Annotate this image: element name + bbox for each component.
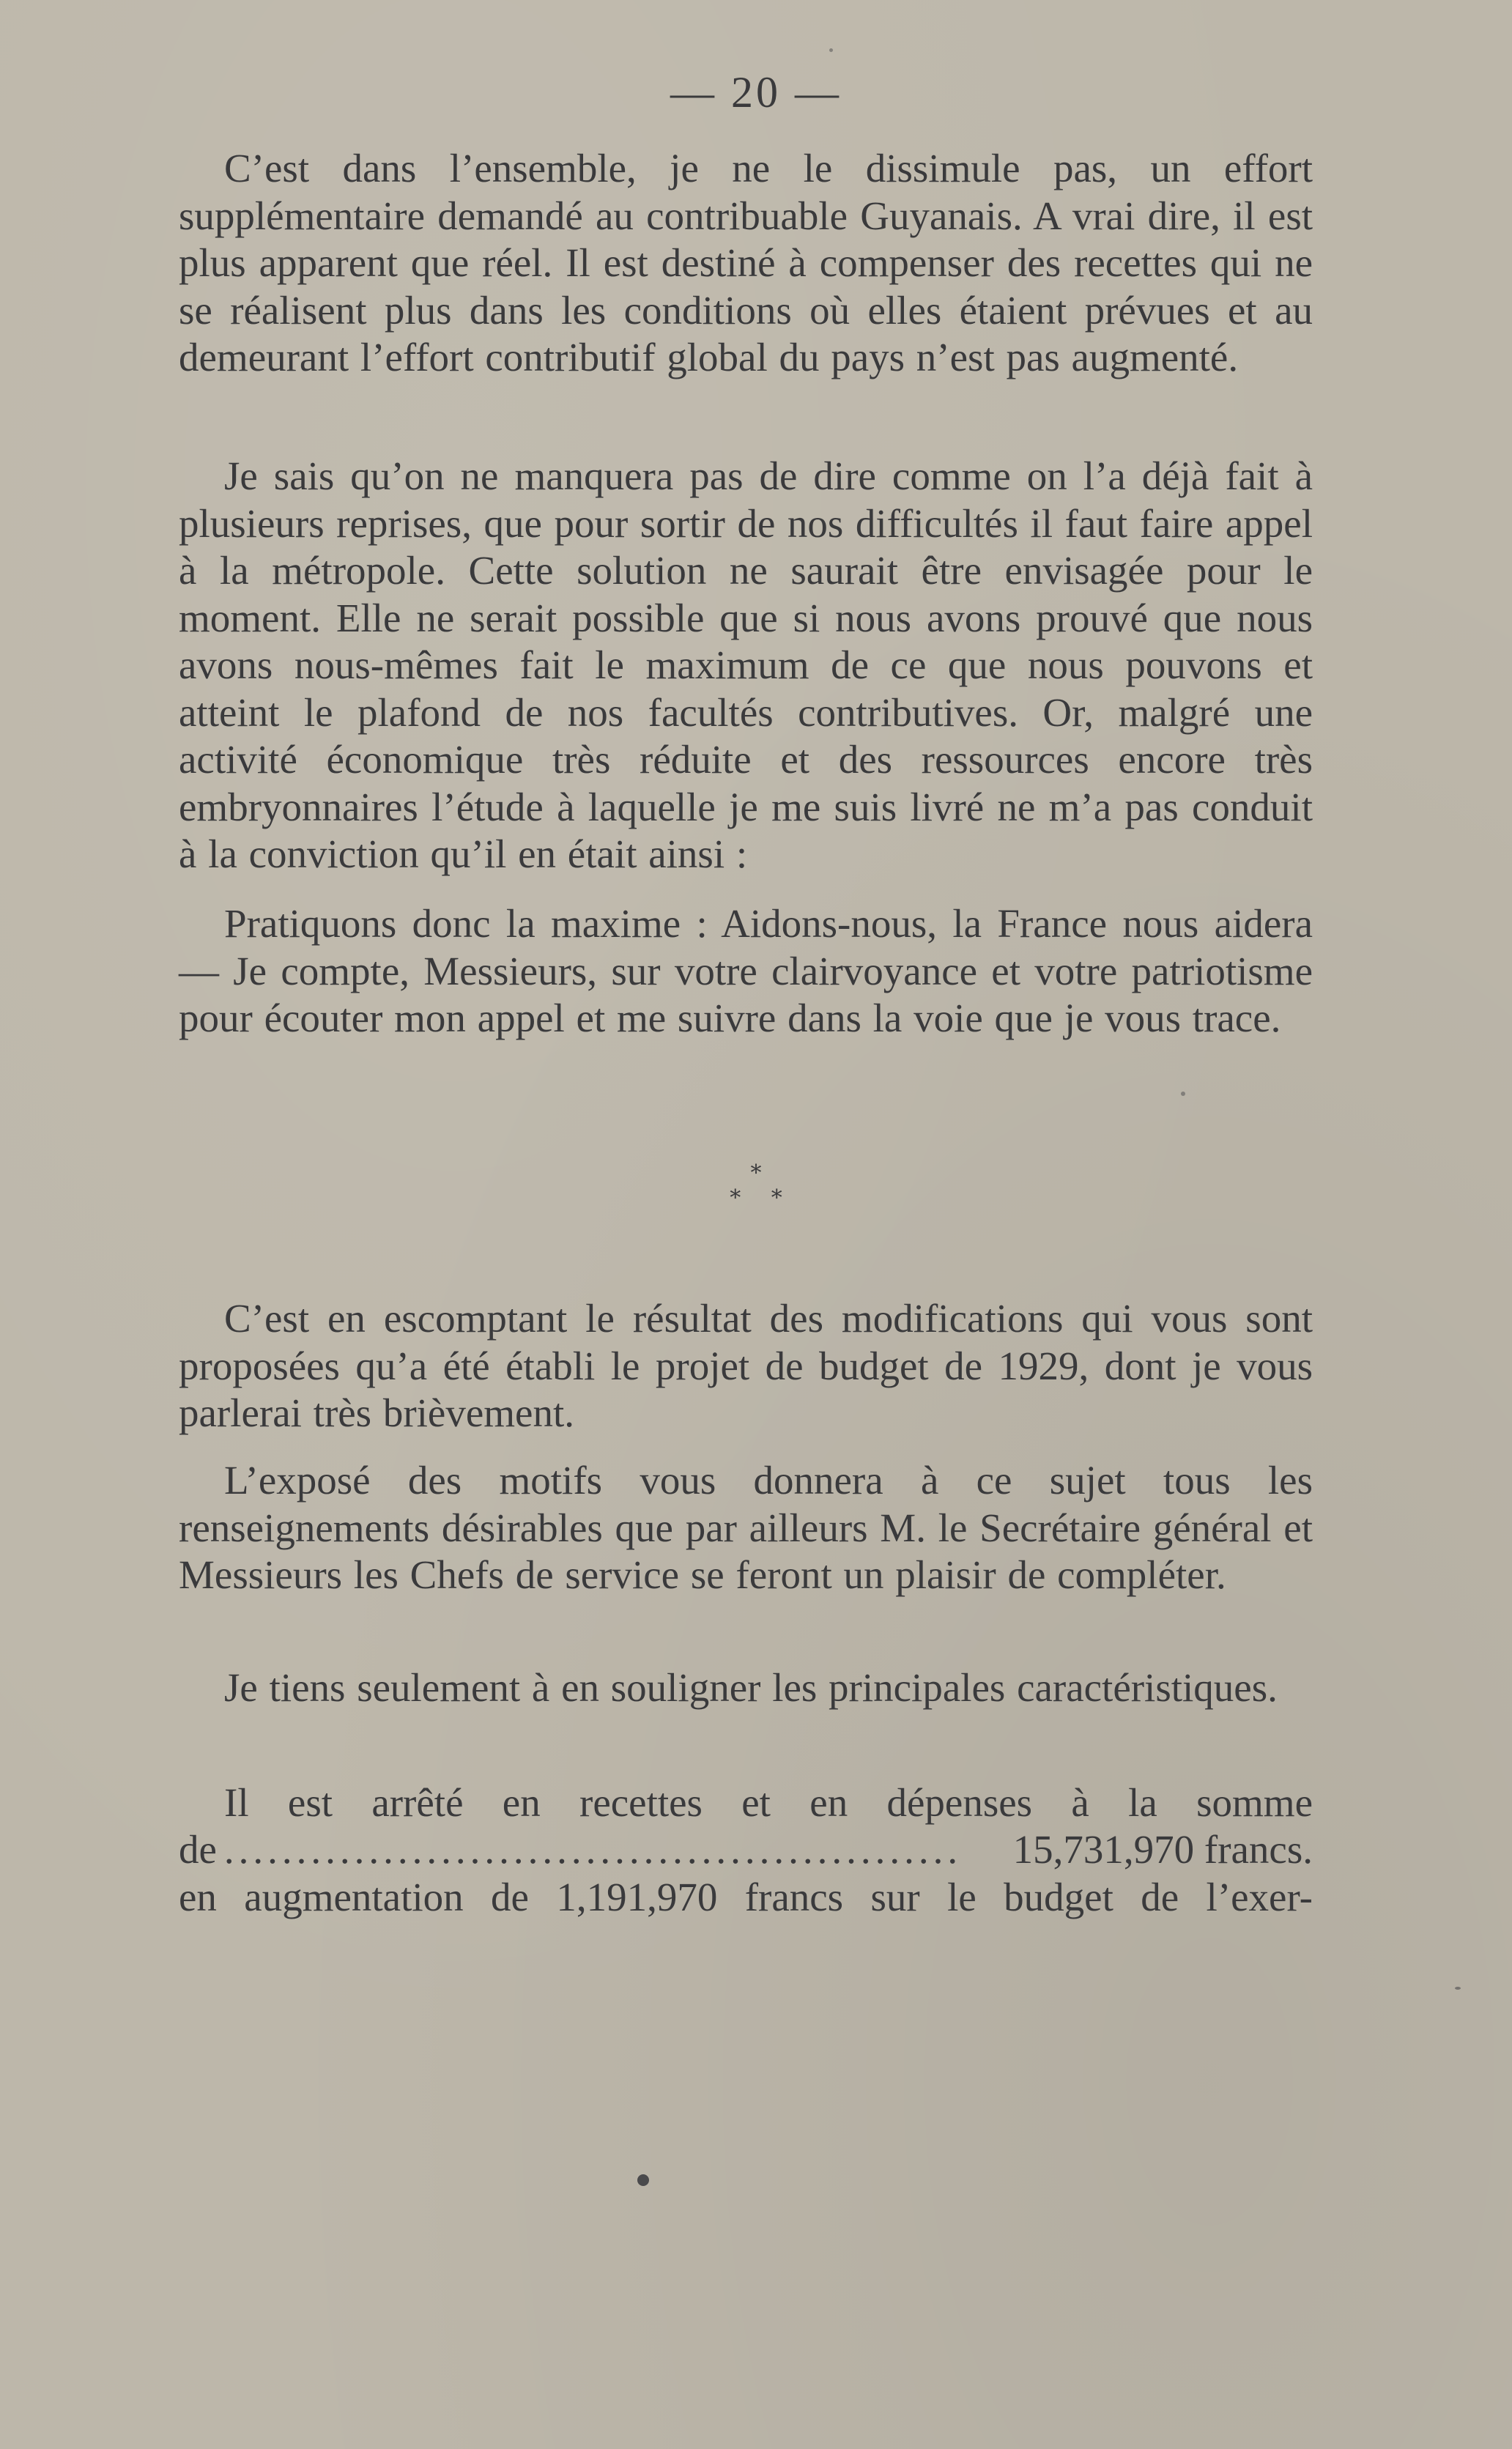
paragraph-effort: C’est dans l’ensemble, je ne le dissimule pas, un effort supplémentaire demandé au contribuable Guyanais. A vrai dire, il est plus apparent que réel. Il est destiné à compenser des recettes qui ne se réalisent plus dans les conditions où elles étaient prévues et au demeurant l’effort contributif global du pays n’est pas augmenté.: [179, 146, 1313, 379]
paragraph-projet-budget: C’est en escomptant le résultat des modifications qui vous sont proposées qu’a été établi le projet de budget de 1929, dont je vous parlerai très brièvement.: [179, 1296, 1313, 1435]
asterism-star-right: *: [771, 1185, 782, 1211]
budget-amount-line: [179, 1826, 1313, 1874]
asterism-divider: [0, 1161, 1512, 1211]
ink-speck: [829, 48, 833, 52]
asterism-star-top: *: [750, 1160, 762, 1186]
asterism-star-left: *: [730, 1185, 741, 1211]
page-number: — 20 —: [670, 68, 842, 116]
paragraph-maxime: Pratiquons donc la maxime : Aidons-nous, la France nous aidera — Je compte, Messieurs, sur votre clairvoyance et votre patriotisme pour écouter mon appel et me suivre dans la voie que je vous trace.: [179, 901, 1313, 1040]
dot-leader: ...................................................: [223, 1827, 963, 1872]
paragraph-expose-motifs: L’exposé des motifs vous donnera à ce sujet tous les renseignements désirables que par ailleurs M. le Secrétaire général et Messieurs les Chefs de service se feront un plaisir de compléter.: [179, 1458, 1313, 1597]
ink-speck: [1181, 1092, 1185, 1096]
budget-sentence-intro: Il est arrêté en recettes et en dépenses à la somme: [224, 1780, 1313, 1825]
budget-amount: 15,731,970 francs.: [1012, 1827, 1313, 1872]
ink-speck: [1455, 1987, 1461, 1990]
paragraph-metropole: Je sais qu’on ne manquera pas de dire comme on l’a déjà fait à plusieurs reprises, que pour sortir de nos difficultés il faut faire appel à la métropole. Cette solution ne saurait être envisagée pour le moment. Elle ne serait possible que si nous avons prouvé que nous avons nous-mêmes fait le maximum de ce que nous pouvons et atteint le plafond de nos facultés contributives. Or, malgré une activité économique très réduite et des ressources encore très embryonnaires l’étude à laquelle je me suis livré ne m’a pas conduit à la conviction qu’il en était ainsi :: [179, 453, 1313, 876]
paragraph-caracteristiques: Je tiens seulement à en souligner les principales caractéristiques.: [224, 1665, 1278, 1710]
budget-continuation: en augmentation de 1,191,970 francs sur le budget de l’exer-: [179, 1875, 1313, 1919]
ink-speck: [637, 2174, 649, 2186]
budget-prefix: de: [179, 1827, 217, 1872]
